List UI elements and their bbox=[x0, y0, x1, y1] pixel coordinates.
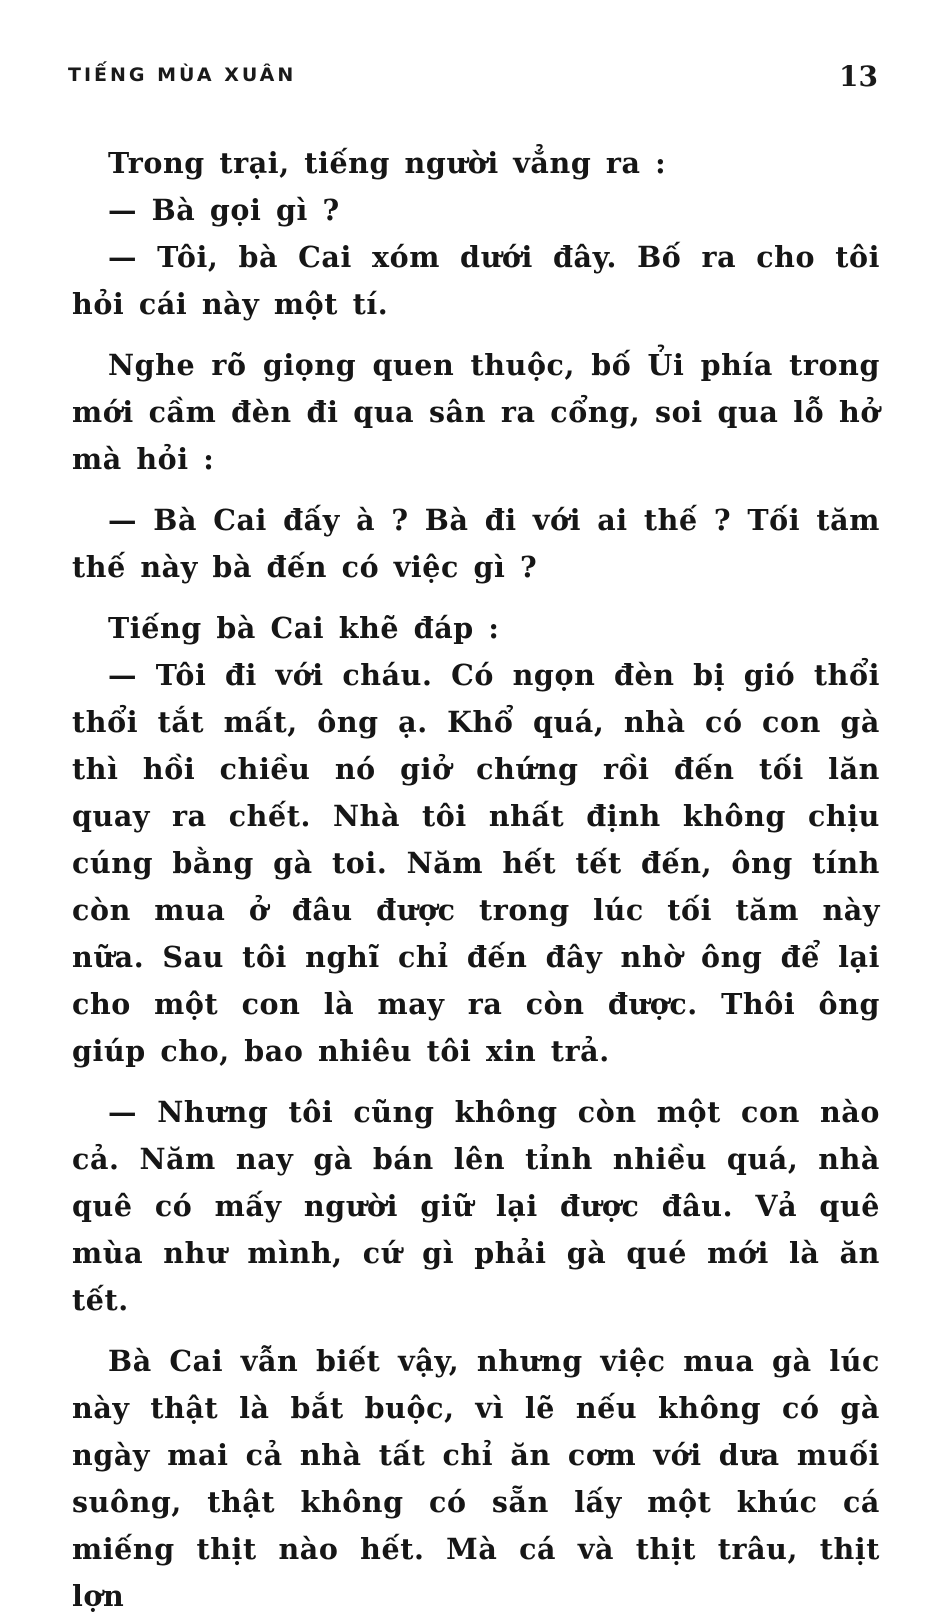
paragraph: Trong trại, tiếng người vẳng ra : bbox=[108, 146, 667, 180]
dialogue-line: — Tôi đi với cháu. Có ngọn đèn bị gió thổi thổi tắt mất, ông ạ. Khổ quá, nhà có con gà thì hồi chiều nó giở chứng rồi đến tối lăn quay ra chết. Nhà tôi nhất định không chịu cúng bằng gà toi. Năm hết tết đến, ông tính còn mua ở đâu được trong lúc tối tăm này nữa. Sau tôi nghĩ chỉ đến đây nhờ ông để lại cho một con là may ra còn được. Thôi ông giúp cho, bao nhiêu tôi xin trả. bbox=[72, 658, 880, 1068]
dialogue-line: — Nhưng tôi cũng không còn một con nào cả. Năm nay gà bán lên tỉnh nhiều quá, nhà quê có mấy người giữ lại được đâu. Vả quê mùa như mình, cứ gì phải gà qué mới là ăn tết. bbox=[72, 1095, 880, 1317]
paragraph: Tiếng bà Cai khẽ đáp : bbox=[108, 611, 500, 645]
page-number: 13 bbox=[839, 60, 878, 93]
running-head bbox=[68, 60, 878, 100]
paragraph: Nghe rõ giọng quen thuộc, bố Ủi phía trong mới cầm đèn đi qua sân ra cổng, soi qua lỗ hở mà hỏi : bbox=[72, 348, 880, 476]
dialogue-line: — Tôi, bà Cai xóm dưới đây. Bố ra cho tôi hỏi cái này một tí. bbox=[72, 240, 880, 321]
paragraph: Bà Cai vẫn biết vậy, nhưng việc mua gà lúc này thật là bắt buộc, vì lẽ nếu không có gà ngày mai cả nhà tất chỉ ăn cơm với dưa muối suông, thật không có sẵn lấy một khúc cá miếng thịt nào hết. Mà cá và thịt trâu, thịt lợn bbox=[72, 1344, 880, 1613]
running-title: TIẾNG MÙA XUÂN bbox=[68, 64, 297, 86]
body-text bbox=[72, 140, 880, 1620]
dialogue-line: — Bà Cai đấy à ? Bà đi với ai thế ? Tối tăm thế này bà đến có việc gì ? bbox=[72, 503, 880, 584]
dialogue-line: — Bà gọi gì ? bbox=[108, 193, 340, 227]
